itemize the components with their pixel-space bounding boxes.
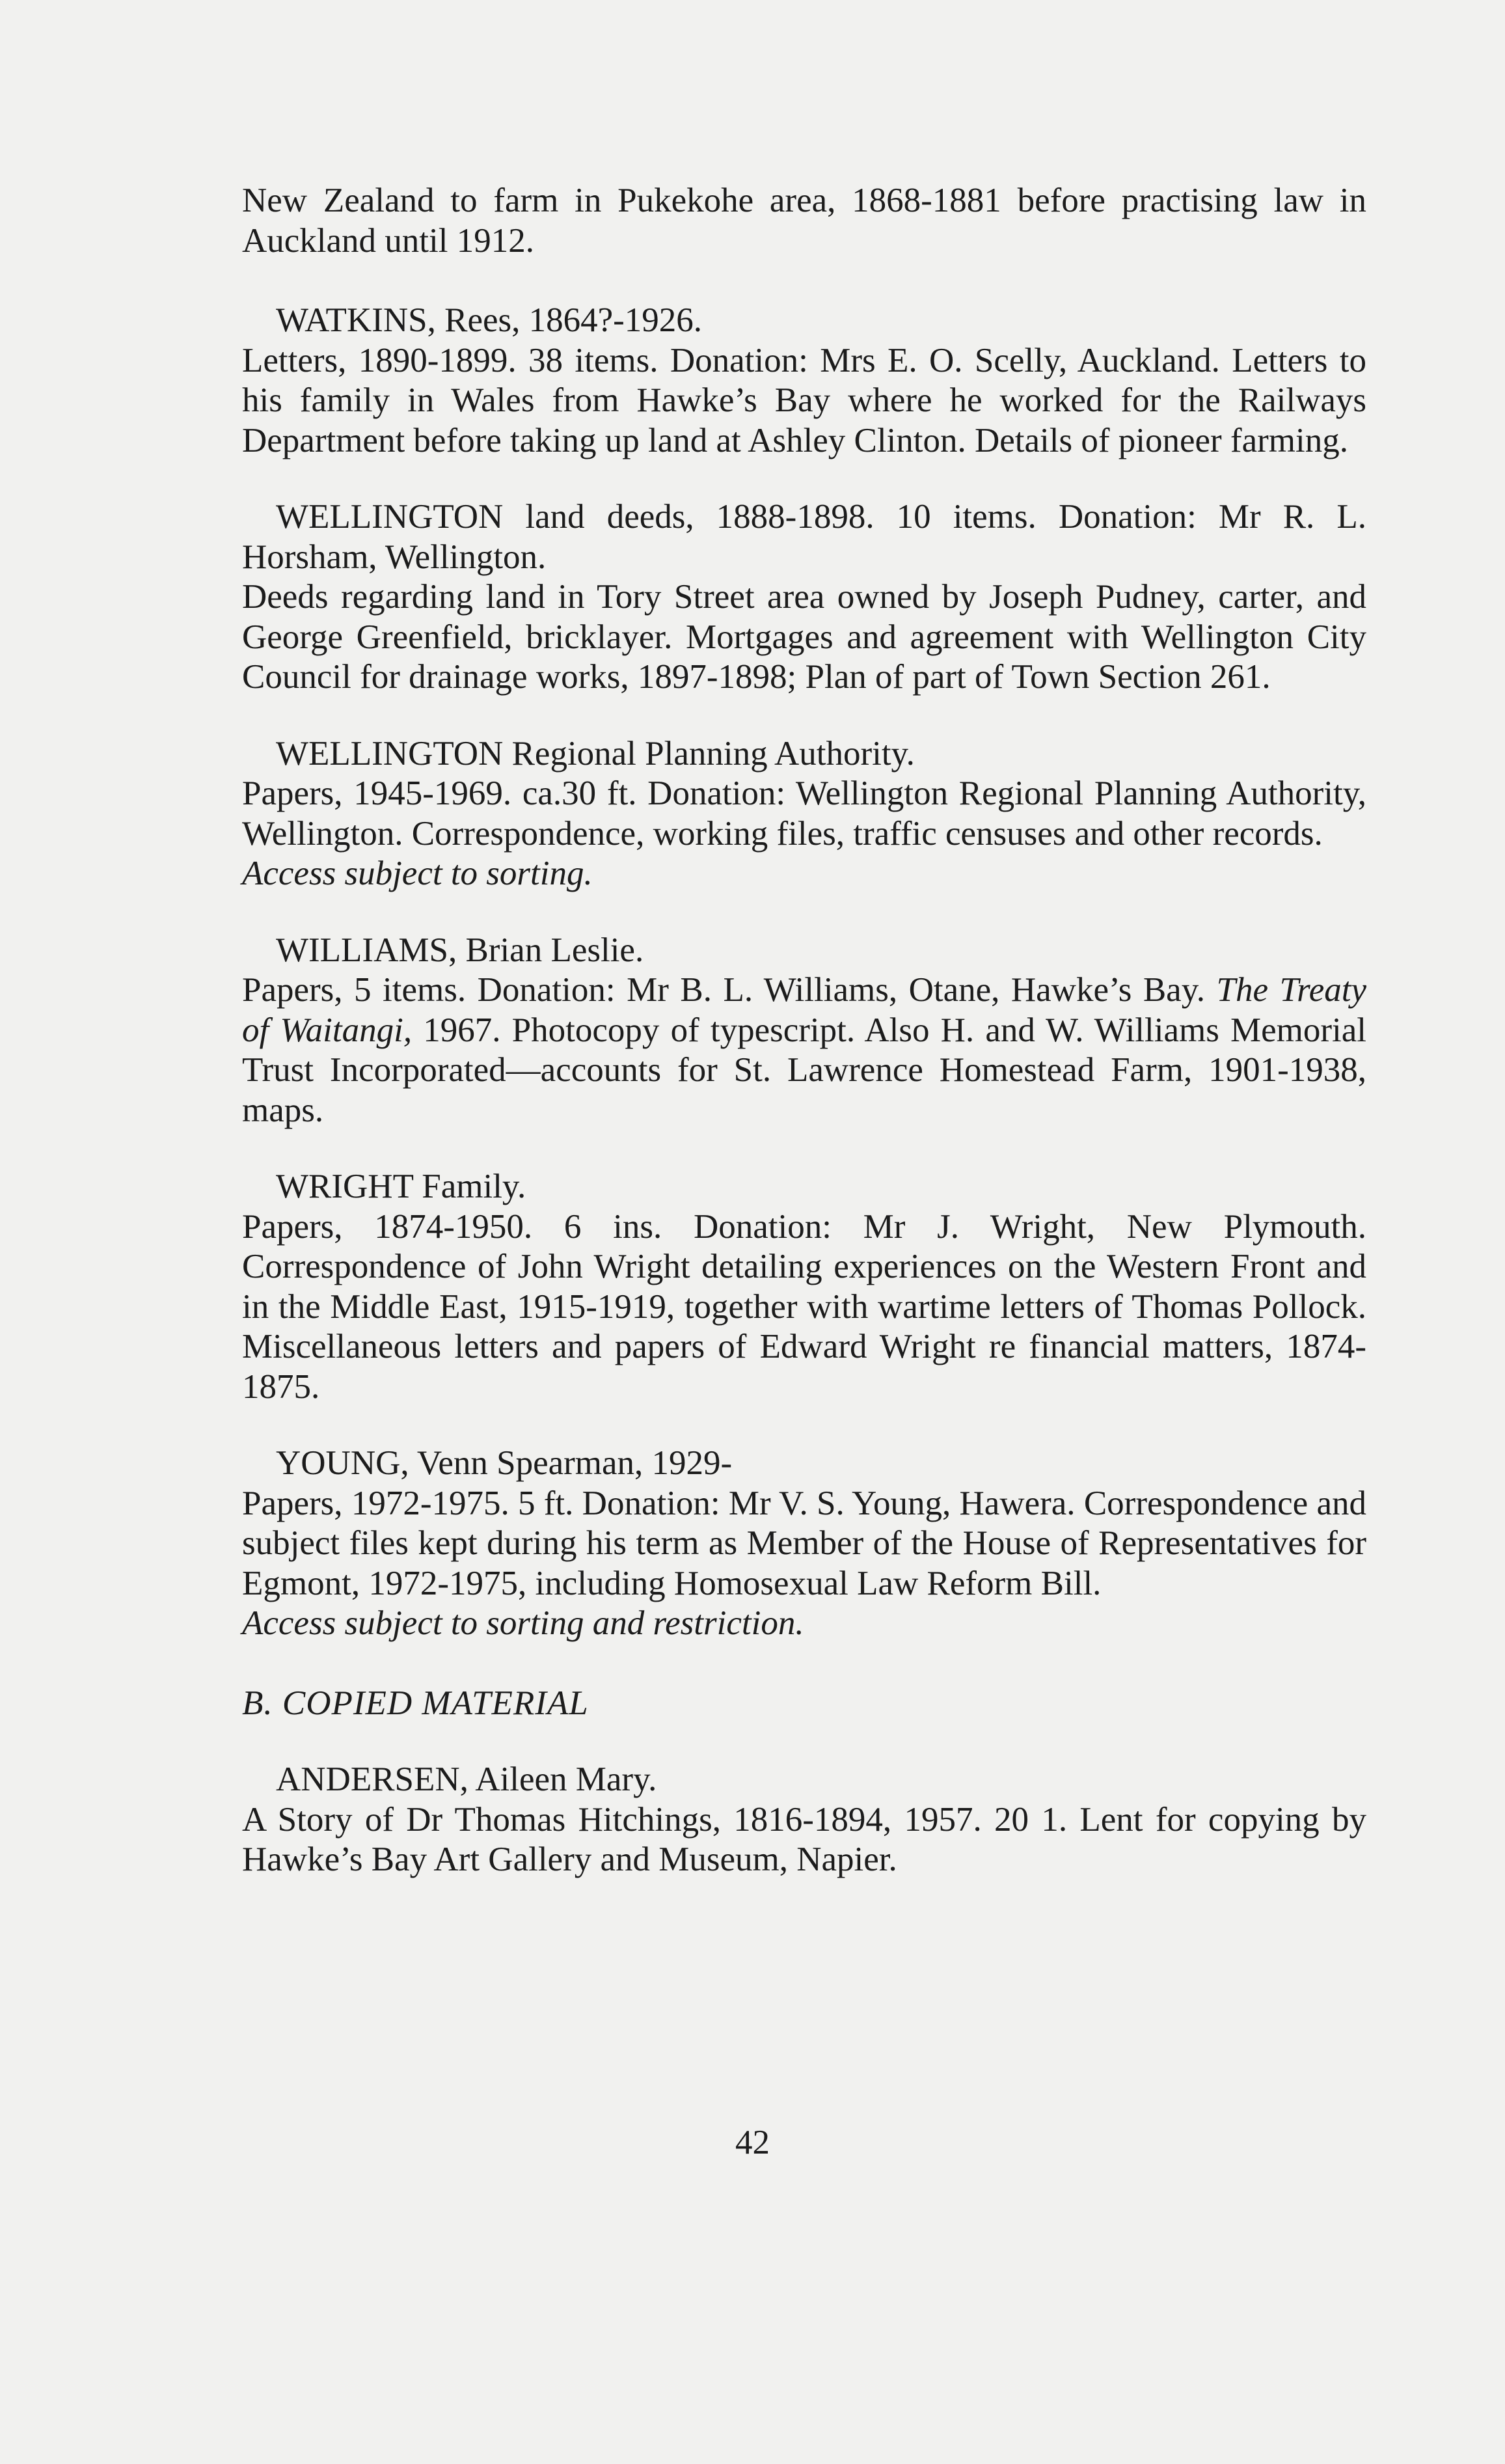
williams-work-title: The Treaty of Waitangi, <box>242 971 1367 1049</box>
watkins-description: Letters, 1890-1899. 38 items. Donation: Mrs E. O. Scelly, Auckland. Letters to his family in Wales from Hawke’s Bay where he worked for the Railways Department before taking up land at Ashley Clinton. Details of pioneer farming. <box>242 341 1366 459</box>
section-b-title: B. COPIED MATERIAL <box>242 1684 589 1722</box>
wright-heading: WRIGHT Family. <box>276 1168 526 1205</box>
watkins-heading: WATKINS, Rees, 1864?-1926. <box>276 301 703 339</box>
page-number: 42 <box>735 2124 770 2161</box>
andersen-description: A Story of Dr Thomas Hitchings, 1816-1894, 1957. 20 1. Lent for copying by Hawke’s Bay Art Gallery and Museum, Napier. <box>242 1800 1366 1878</box>
young-access-note: Access subject to sorting and restriction. <box>242 1604 804 1642</box>
page-content <box>242 181 1366 1880</box>
williams-details: 1967. Photocopy of typescript. Also H. and W. Williams Memorial Trust Incorporated—accounts for St. Lawrence Homestead Farm, 1901-1938, maps. <box>242 1011 1367 1129</box>
wellington-deeds-heading: WELLINGTON land deeds, 1888-1898. 10 items. Donation: Mr R. L. Horsham, Wellington. <box>242 498 1366 576</box>
andersen-heading: ANDERSEN, Aileen Mary. <box>276 1760 657 1798</box>
wellington-rpa-heading: WELLINGTON Regional Planning Authority. <box>276 734 915 773</box>
wright-description: Papers, 1874-1950. 6 ins. Donation: Mr J. Wright, New Plymouth. Correspondence of John Wright detailing experiences on the Western Front and in the Middle East, 1915-1919, together with wartime letters of Thomas Pollock. Miscellaneous letters and papers of Edward Wright re financial matters, 1874-1875. <box>242 1207 1366 1406</box>
wellington-rpa-access-note: Access subject to sorting. <box>242 855 593 892</box>
wellington-rpa-description: Papers, 1945-1969. ca.30 ft. Donation: Wellington Regional Planning Authority, Wellington. Correspondence, working files, traffic censuses and other records. <box>242 774 1366 853</box>
young-heading: YOUNG, Venn Spearman, 1929- <box>276 1444 733 1482</box>
wellington-deeds-description: Deeds regarding land in Tory Street area owned by Joseph Pudney, carter, and George Greenfield, bricklayer. Mortgages and agreement with Wellington City Council for drainage works, 1897-1898; Plan of part of Town Section 261. <box>242 578 1366 696</box>
williams-heading: WILLIAMS, Brian Leslie. <box>276 931 644 969</box>
williams-papers-line: Papers, 5 items. Donation: Mr B. L. Williams, Otane, Hawke’s Bay. <box>242 971 1206 1009</box>
intro-paragraph: New Zealand to farm in Pukekohe area, 1868-1881 before practising law in Auckland until 1912. <box>242 182 1366 260</box>
young-description: Papers, 1972-1975. 5 ft. Donation: Mr V. S. Young, Hawera. Correspondence and subject files kept during his term as Member of the House of Representatives for Egmont, 1972-1975, including Homosexual Law Reform Bill. <box>242 1484 1366 1602</box>
williams-description <box>242 970 1366 1130</box>
